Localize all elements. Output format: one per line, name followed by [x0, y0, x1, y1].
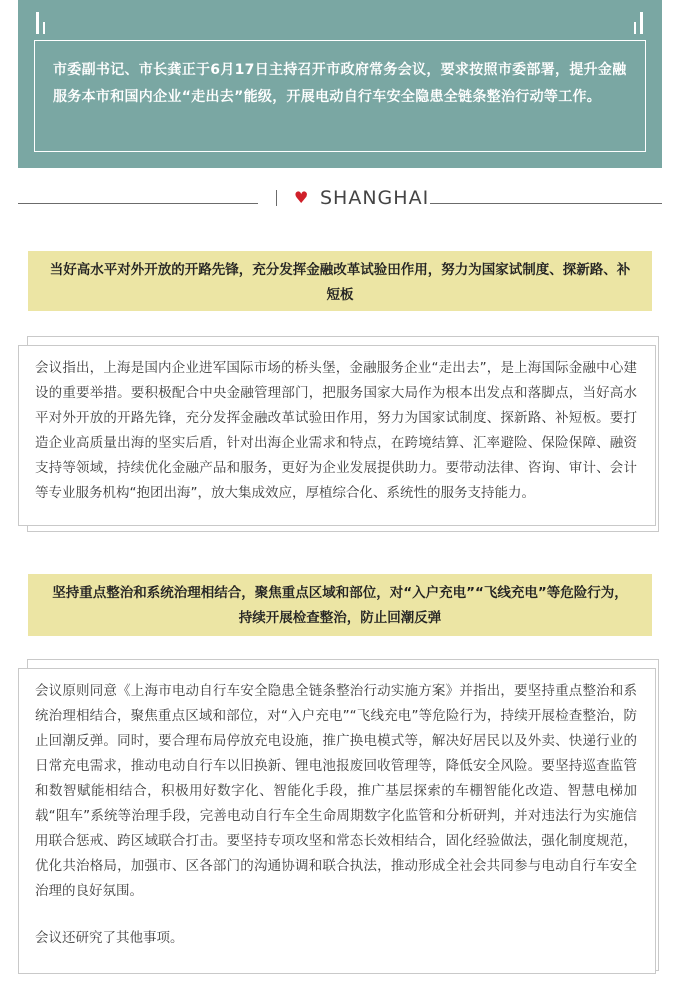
- close-quote-icon: [628, 12, 644, 34]
- header-text: 市委副书记、市长龚正于6月17日主持召开市政府常务会议，要求按照市委部署，提升金融服务本市和国内企业“走出去”能级，开展电动自行车安全隐患全链条整治行动等工作。: [53, 62, 627, 105]
- divider-bar: [276, 190, 277, 206]
- section-1-paragraph: 会议指出，上海是国内企业进军国际市场的桥头堡，金融服务企业“走出去”，是上海国际金融中心建设的重要举措。要积极配合中央金融管理部门，把服务国家大局作为根本出发点和落脚点，当好高水平对外开放的开路先锋，充分发挥金融改革试验田作用，努力为国家试制度、探新路、补短板。要打造企业高质量出海的坚实后盾，针对出海企业需求和特点，在跨境结算、汇率避险、保险保障、融资支持等领域，持续优化金融产品和服务，更好为企业发展提供助力。要带动法律、咨询、审计、会计等专业服务机构“抱团出海”，放大集成效应，厚植综合化、系统性的服务支持能力。: [35, 360, 637, 501]
- header-frame: [34, 40, 646, 152]
- section-card-1: [18, 345, 656, 526]
- section-card-2: [18, 668, 656, 974]
- divider-word: SHANGHAI: [320, 187, 430, 209]
- section-heading-2: 坚持重点整治和系统治理相结合，聚焦重点区域和部位，对“入户充电”“飞线充电”等危险行为，持续开展检查整治，防止回潮反弹: [28, 574, 652, 636]
- open-quote-icon: [36, 12, 52, 34]
- section-1-body: [35, 356, 637, 506]
- section-2-body: [35, 679, 637, 951]
- section-2-paragraph-2: 会议还研究了其他事项。: [35, 930, 184, 946]
- header-box: [18, 0, 662, 168]
- heart-icon: ♥: [294, 188, 309, 207]
- section-2-paragraph-1: 会议原则同意《上海市电动自行车安全隐患全链条整治行动实施方案》并指出，要坚持重点整治和系统治理相结合，聚焦重点区域和部位，对“入户充电”“飞线充电”等危险行为，持续开展检查整治，防止回潮反弹。同时，要合理布局停放充电设施，推广换电模式等，解决好居民以及外卖、快递行业的日常充电需求，推动电动自行车以旧换新、锂电池报废回收管理等，降低安全风险。要坚持巡查监管和数智赋能相结合，积极用好数字化、智能化手段，推广基层探索的车棚智能化改造、智慧电梯加载“阻车”系统等治理手段，完善电动自行车全生命周期数字化监管和分析研判，并对违法行为实施信用联合惩戒、跨区域联合打击。要坚持专项攻坚和常态长效相结合，固化经验做法，强化制度规范，优化共治格局，加强市、区各部门的沟通协调和联合执法，推动形成全社会共同参与电动自行车安全治理的良好氛围。: [35, 683, 637, 899]
- shanghai-divider: [18, 188, 662, 208]
- divider-line-left: [18, 203, 258, 204]
- divider-line-right: [430, 203, 662, 204]
- section-heading-1: 当好高水平对外开放的开路先锋，充分发挥金融改革试验田作用，努力为国家试制度、探新路、补短板: [28, 251, 652, 311]
